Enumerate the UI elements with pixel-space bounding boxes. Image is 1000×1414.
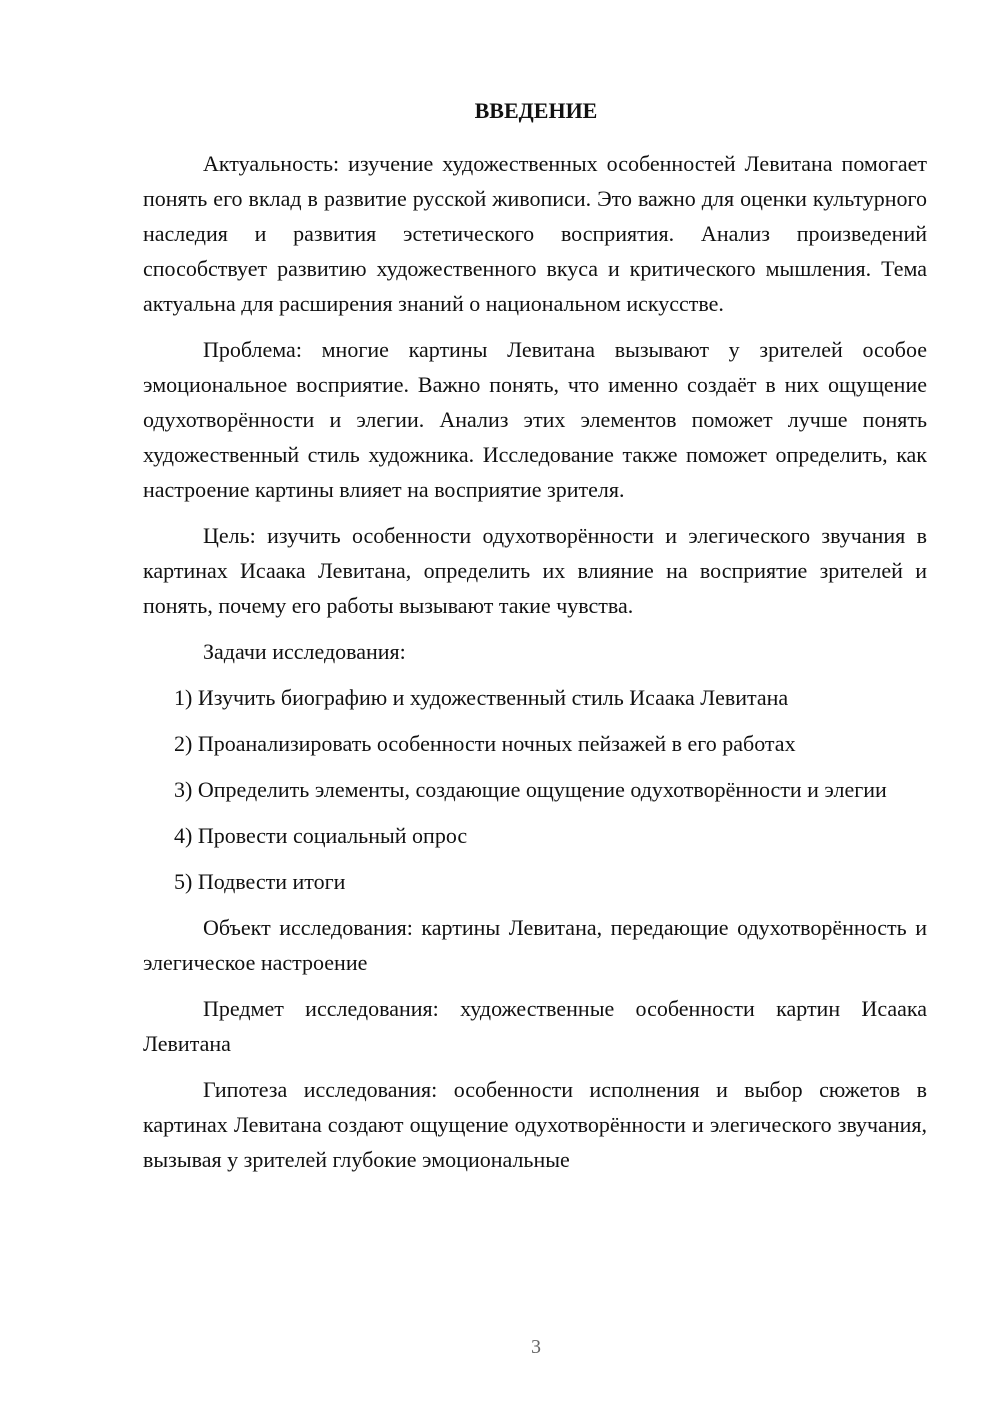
- page-number: 3: [531, 1336, 541, 1358]
- goal-paragraph: Цель: изучить особенности одухотворённости и элегического звучания в картинах Исаака Левитана, определить их влияние на восприятие зрителей и понять, почему его работы вызывают такие чувства.: [143, 523, 927, 618]
- task-item: 3) Определить элементы, создающие ощущение одухотворённости и элегии: [174, 777, 887, 802]
- task-item: 5) Подвести итоги: [174, 869, 346, 894]
- task-item: 4) Провести социальный опрос: [174, 823, 468, 848]
- subject-paragraph: Предмет исследования: художественные особенности картин Исаака Левитана: [143, 996, 927, 1056]
- tasks-title: Задачи исследования:: [203, 639, 406, 664]
- problem-paragraph: Проблема: многие картины Левитана вызывают у зрителей особое эмоциональное восприятие. Важно понять, что именно создаёт в них ощущение одухотворённости и элегии. Анализ этих элементов поможет лучше понять художественный стиль художника. Исследование также поможет определить, как настроение картины влияет на восприятие зрителя.: [143, 337, 927, 502]
- hypothesis-paragraph: Гипотеза исследования: особенности исполнения и выбор сюжетов в картинах Левитана создают ощущение одухотворённости и элегического звучания, вызывая у зрителей глубокие эмоциональные: [143, 1077, 927, 1172]
- document-body: [143, 146, 927, 1188]
- object-paragraph: Объект исследования: картины Левитана, передающие одухотворённость и элегическое настроение: [143, 915, 927, 975]
- section-heading: ВВЕДЕНИЕ: [474, 98, 598, 123]
- task-item: 2) Проанализировать особенности ночных пейзажей в его работах: [174, 731, 796, 756]
- relevance-paragraph: Актуальность: изучение художественных особенностей Левитана помогает понять его вклад в развитие русской живописи. Это важно для оценки культурного наследия и развития эстетического восприятия. Анализ произведений способствует развитию художественного вкуса и критического мышления. Тема актуальна для расширения знаний о национальном искусстве.: [143, 151, 927, 316]
- task-item: 1) Изучить биографию и художественный стиль Исаака Левитана: [174, 685, 789, 710]
